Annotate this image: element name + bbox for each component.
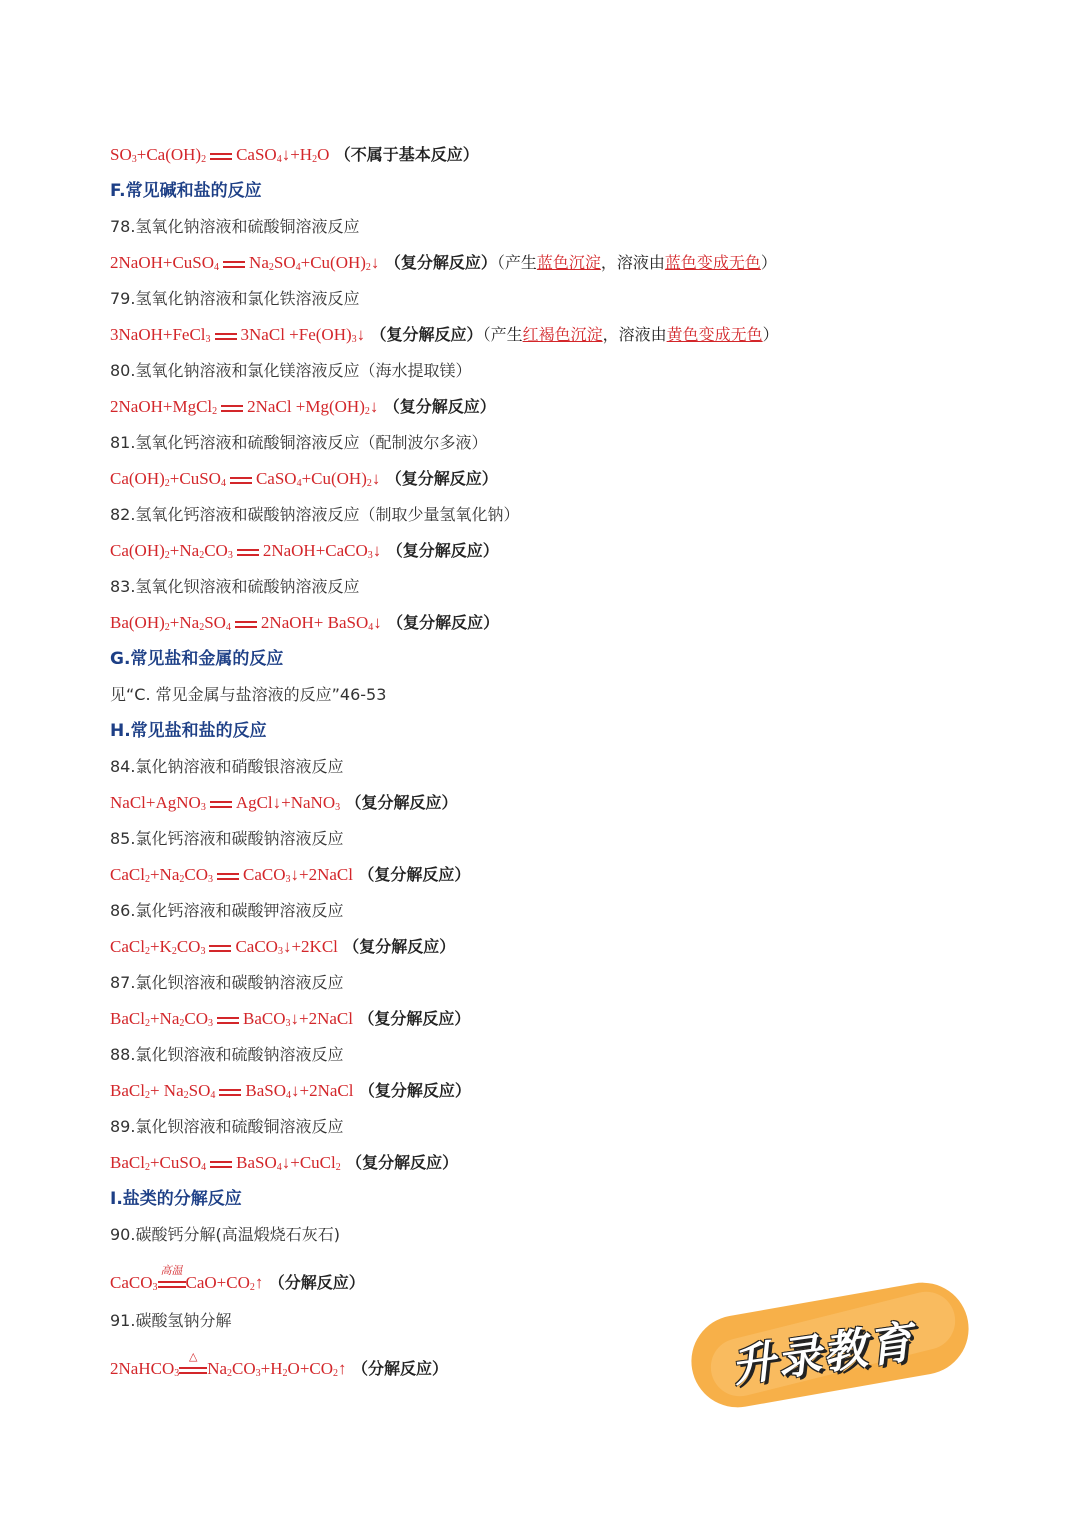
reaction-type-tag: （分解反应） [268,1273,365,1292]
reaction-type-tag: （复分解反应） [358,865,471,884]
note-text: ） [760,253,777,272]
reaction-type-tag: （复分解反应） [370,325,483,344]
reaction-desc-91: 91.碳酸氢钠分解 [110,1311,232,1330]
reaction-desc-83: 83.氢氧化钡溶液和硫酸钠溶液反应 [110,577,360,596]
reaction-desc-86: 86.氯化钙溶液和碳酸钾溶液反应 [110,901,344,920]
document-body [110,137,1010,1389]
equals-sign [215,333,237,340]
reaction-desc-90: 90.碳酸钙分解(高温煅烧石灰石) [110,1225,340,1244]
reaction-desc-80: 80.氢氧化钠溶液和氯化镁溶液反应（海水提取镁） [110,361,472,380]
reaction-desc-84: 84.氯化钠溶液和硝酸银溶液反应 [110,757,344,776]
equation-85: $CaCl_2+Na_2CO_3$ CaCO$_3$↓+2NaCl （复分解反应） [110,865,471,885]
reaction-desc-85: 85.氯化钙溶液和碳酸钠溶液反应 [110,829,344,848]
note-text: （产生 [482,325,523,344]
equation-91: 2NaHCO$_3$ △ $Na_2CO_3+H_2O+CO_2↑$ （分解反应） [110,1349,448,1379]
highlight-text: 红褐色沉淀 [522,325,603,344]
reaction-type-tag: （复分解反应） [387,613,500,632]
reaction-type-tag: （分解反应） [351,1359,448,1378]
section-heading-g: G.常见盐和金属的反应 [110,649,284,669]
note-text: ，溶液由 [602,325,667,344]
note-text: ，溶液由 [600,253,665,272]
reaction-type-tag: （复分解反应） [383,397,496,416]
equals-sign [217,1017,239,1024]
equals-sign [230,477,252,484]
highlight-text: 黄色变成无色 [666,325,763,344]
section-heading-h: H.常见盐和盐的反应 [110,721,267,741]
reaction-type-tag: （复分解反应） [384,253,497,272]
reaction-desc-82: 82.氢氧化钙溶液和碳酸钠溶液反应（制取少量氢氧化钠） [110,505,520,524]
equation-84: NaCl+AgNO$_3$ AgCl↓+NaNO$_3$ （复分解反应） [110,793,458,813]
equals-sign [217,873,239,880]
reaction-desc-79: 79.氢氧化钠溶液和氯化铁溶液反应 [110,289,360,308]
reaction-desc-89: 89.氯化钡溶液和硫酸铜溶液反应 [110,1117,344,1136]
equation-82: $Ca(OH)_2+Na_2CO_3$ 2NaOH+CaCO$_3$↓ （复分解反应） [110,541,499,561]
equation-80: 2NaOH+MgCl$_2$ 2NaCl $+Mg(OH)_2↓$ （复分解反应） [110,397,496,417]
equals-sign [210,801,232,808]
reaction-desc-81: 81.氢氧化钙溶液和硫酸铜溶液反应（配制波尔多液） [110,433,488,452]
equation-88: BaCl$_2$+ $Na_2SO_4$ BaSO$_4$↓+2NaCl （复分解反应） [110,1081,471,1101]
equation-90: CaCO$_3$ 高温 $CaO+CO_2↑$ （分解反应） [110,1263,365,1293]
equals-sign [210,1161,232,1168]
equation-87: $BaCl_2+Na_2CO_3$ BaCO$_3$↓+2NaCl （复分解反应） [110,1009,471,1029]
equation-79: 3NaOH+FeCl$_3$ 3NaCl $+Fe(OH)_3↓$ （复分解反应）（产生红褐色沉淀，溶液由黄色变成无色） [110,325,779,345]
equation-81: $Ca(OH)_2+CuSO_4$ $CaSO_4+Cu(OH)_2↓$ （复分解反应） [110,469,498,489]
condition-equals-sign: △ [179,1367,207,1374]
reaction-type-tag: （不属于基本反应） [334,145,479,164]
section-heading-i: I.盐类的分解反应 [110,1189,242,1209]
watermark-logo [690,1285,980,1405]
equals-sign [223,261,245,268]
cross-reference-text: 见“C. 常见金属与盐溶液的反应”46-53 [110,685,387,704]
equation-78: 2NaOH+CuSO$_4$ $Na_2SO_4+Cu(OH)_2↓$ （复分解反应）（产生蓝色沉淀，溶液由蓝色变成无色） [110,253,777,273]
condition-equals-sign: 高温 [158,1281,186,1288]
reaction-desc-87: 87.氯化钡溶液和碳酸钠溶液反应 [110,973,344,992]
equation-86: $CaCl_2+K_2CO_3$ CaCO$_3$↓+2KCl （复分解反应） [110,937,456,957]
equation-89: BaCl$_2$+CuSO$_4$ BaSO$_4$↓+CuCl$_2$ （复分解反应） [110,1153,459,1173]
section-heading-f: F.常见碱和盐的反应 [110,181,262,201]
equation-so3-caoh2: $SO_3+Ca(OH)_2$ $CaSO_4↓+H_2O$ （不属于基本反应） [110,145,479,165]
note-text: （产生 [496,253,537,272]
highlight-text: 蓝色变成无色 [664,253,761,272]
reaction-type-tag: （复分解反应） [346,1153,459,1172]
reaction-type-tag: （复分解反应） [343,937,456,956]
highlight-text: 蓝色沉淀 [536,253,601,272]
reaction-type-tag: （复分解反应） [358,1009,471,1028]
reaction-desc-88: 88.氯化钡溶液和硫酸钠溶液反应 [110,1045,344,1064]
equals-sign [237,549,259,556]
note-text: ） [762,325,779,344]
watermark-text: 升录教育 [728,1316,918,1393]
reaction-type-tag: （复分解反应） [345,793,458,812]
equals-sign [219,1089,241,1096]
equals-sign [210,153,232,160]
reaction-type-tag: （复分解反应） [358,1081,471,1100]
equals-sign [235,621,257,628]
equation-83: $Ba(OH)_2+Na_2SO_4$ 2NaOH+ BaSO$_4$↓ （复分解反应） [110,613,500,633]
equals-sign [221,405,243,412]
reaction-type-tag: （复分解反应） [386,541,499,560]
equals-sign [209,945,231,952]
reaction-type-tag: （复分解反应） [385,469,498,488]
reaction-desc-78: 78.氢氧化钠溶液和硫酸铜溶液反应 [110,217,360,236]
